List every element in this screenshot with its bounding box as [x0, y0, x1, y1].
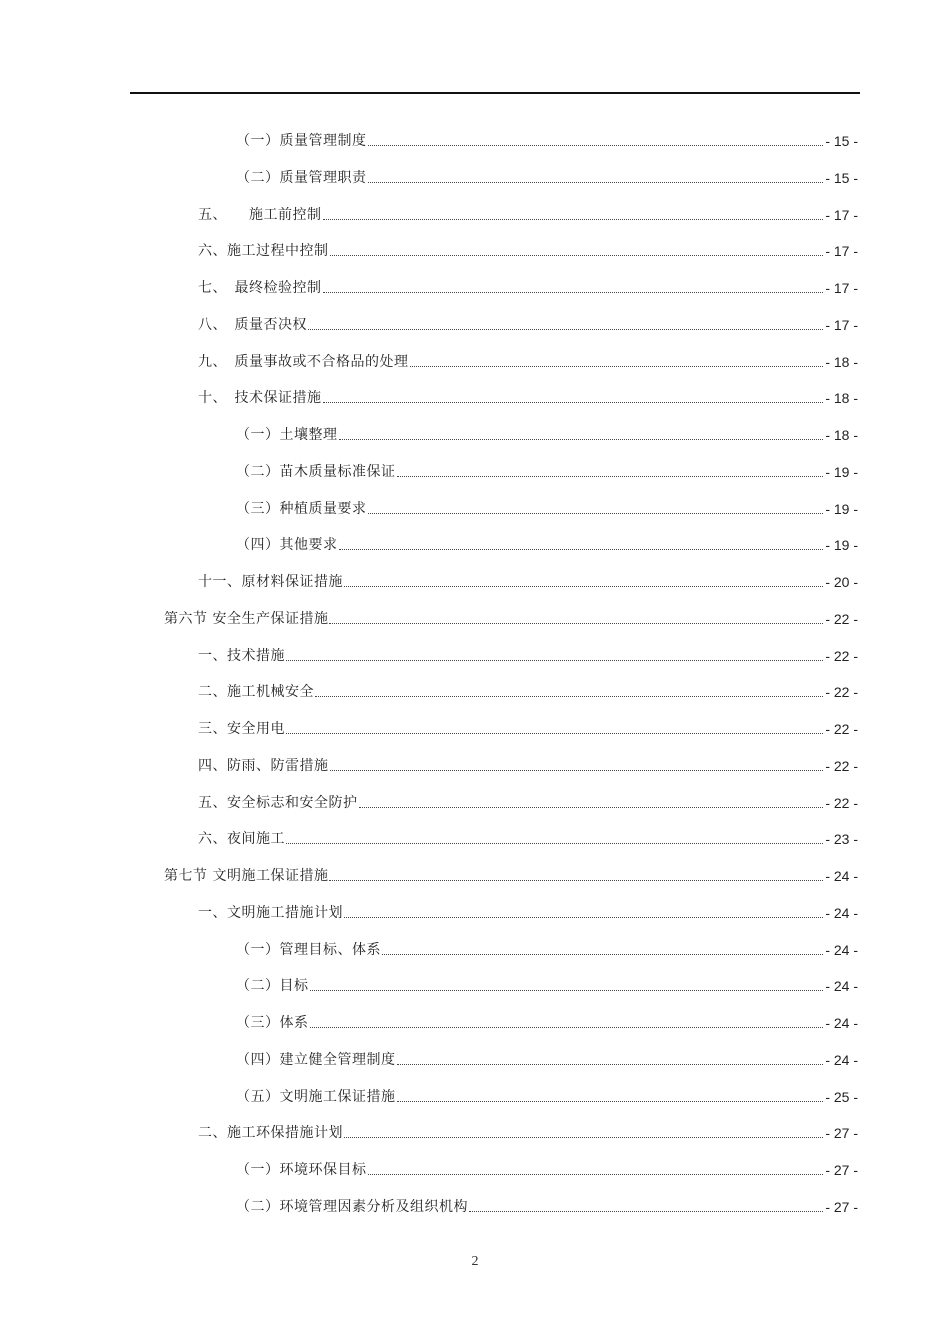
toc-dot-leader [308, 329, 823, 330]
toc-entry-page: - 24 - [825, 942, 858, 958]
toc-entry-title: （一）管理目标、体系 [236, 942, 381, 958]
toc-dot-leader [286, 660, 823, 661]
toc-entry-page: - 20 - [825, 574, 858, 590]
toc-dot-leader [323, 402, 824, 403]
toc-entry-title: 二、施工机械安全 [198, 684, 314, 700]
toc-entry-title: 五、 施工前控制 [198, 207, 322, 223]
toc-entry-page: - 24 - [825, 905, 858, 921]
toc-entry-page: - 17 - [825, 317, 858, 333]
toc-entry-page: - 22 - [825, 684, 858, 700]
toc-entry-title: 一、技术措施 [198, 648, 285, 664]
toc-entry[interactable] [236, 1010, 858, 1032]
toc-entry-page: - 22 - [825, 611, 858, 627]
toc-entry-page: - 17 - [825, 280, 858, 296]
toc-dot-leader [382, 954, 823, 955]
toc-entry-title: （三）种植质量要求 [236, 501, 367, 517]
toc-dot-leader [368, 182, 824, 183]
toc-dot-leader [329, 880, 823, 881]
toc-entry-title: 二、施工环保措施计划 [198, 1125, 343, 1141]
toc-dot-leader [339, 439, 824, 440]
toc-entry-title: 五、安全标志和安全防护 [198, 795, 358, 811]
toc-dot-leader [310, 1027, 824, 1028]
toc-entry-title: 第六节 安全生产保证措施 [164, 611, 329, 627]
toc-entry[interactable] [198, 275, 858, 297]
toc-dot-leader [397, 476, 824, 477]
toc-entry-title: （一）环境环保目标 [236, 1162, 367, 1178]
toc-entry-title: （五）文明施工保证措施 [236, 1089, 396, 1105]
toc-dot-leader [323, 292, 824, 293]
toc-dot-leader [286, 843, 823, 844]
toc-entry[interactable] [198, 753, 858, 775]
toc-entry-title: 十、 技术保证措施 [198, 390, 322, 406]
toc-dot-leader [397, 1101, 824, 1102]
toc-entry-title: （一）质量管理制度 [236, 133, 367, 149]
toc-entry[interactable] [198, 1120, 858, 1142]
toc-entry-title: 四、防雨、防雷措施 [198, 758, 329, 774]
toc-entry[interactable] [236, 459, 858, 481]
toc-dot-leader [339, 549, 824, 550]
toc-entry[interactable] [164, 606, 858, 628]
toc-entry-page: - 17 - [825, 243, 858, 259]
toc-entry[interactable] [198, 790, 858, 812]
toc-entry-title: （二）目标 [236, 978, 309, 994]
toc-entry-title: 七、 最终检验控制 [198, 280, 322, 296]
toc-entry-page: - 15 - [825, 133, 858, 149]
toc-dot-leader [397, 1064, 824, 1065]
toc-entry-page: - 24 - [825, 1052, 858, 1068]
toc-entry-page: - 19 - [825, 537, 858, 553]
toc-entry-title: 十一、原材料保证措施 [198, 574, 343, 590]
toc-entry-title: 八、 质量否决权 [198, 317, 307, 333]
toc-entry-page: - 18 - [825, 427, 858, 443]
toc-dot-leader [344, 586, 823, 587]
toc-entry[interactable] [236, 128, 858, 150]
toc-entry-page: - 24 - [825, 1015, 858, 1031]
toc-entry-page: - 25 - [825, 1089, 858, 1105]
toc-entry-page: - 22 - [825, 758, 858, 774]
toc-entry-title: （四）其他要求 [236, 537, 338, 553]
toc-dot-leader [410, 366, 824, 367]
toc-entry-title: （一）土壤整理 [236, 427, 338, 443]
toc-dot-leader [368, 513, 824, 514]
toc-entry-title: 九、 质量事故或不合格品的处理 [198, 354, 409, 370]
toc-entry-title: （三）体系 [236, 1015, 309, 1031]
page-number: 2 [471, 1254, 479, 1269]
toc-entry[interactable] [198, 385, 858, 407]
toc-entry-page: - 19 - [825, 464, 858, 480]
toc-dot-leader [368, 145, 824, 146]
toc-dot-leader [344, 1137, 823, 1138]
toc-entry-title: 六、施工过程中控制 [198, 243, 329, 259]
toc-entry[interactable] [198, 238, 858, 260]
toc-entry[interactable] [236, 973, 858, 995]
toc-entry[interactable] [236, 937, 858, 959]
toc-entry-title: （二）苗木质量标准保证 [236, 464, 396, 480]
toc-dot-leader [368, 1174, 824, 1175]
toc-dot-leader [344, 917, 823, 918]
toc-entry-page: - 18 - [825, 390, 858, 406]
toc-entry-page: - 17 - [825, 207, 858, 223]
toc-dot-leader [310, 990, 824, 991]
toc-entry[interactable] [236, 422, 858, 444]
toc-dot-leader [359, 807, 824, 808]
toc-entry[interactable] [236, 1084, 858, 1106]
toc-entry-page: - 27 - [825, 1125, 858, 1141]
toc-entry-title: （二）质量管理职责 [236, 170, 367, 186]
toc-dot-leader [329, 623, 823, 624]
toc-entry-page: - 15 - [825, 170, 858, 186]
toc-entry[interactable] [198, 716, 858, 738]
toc-entry[interactable] [198, 826, 858, 848]
toc-entry-page: - 27 - [825, 1162, 858, 1178]
toc-dot-leader [330, 255, 824, 256]
toc-entry[interactable] [236, 1047, 858, 1069]
toc-entry[interactable] [236, 1194, 858, 1216]
toc-entry-title: 三、安全用电 [198, 721, 285, 737]
toc-dot-leader [315, 696, 823, 697]
toc-entry-title: 六、夜间施工 [198, 831, 285, 847]
toc-entry-page: - 18 - [825, 354, 858, 370]
toc-entry[interactable] [164, 863, 858, 885]
toc-entry[interactable] [236, 496, 858, 518]
toc-entry[interactable] [236, 532, 858, 554]
toc-entry[interactable] [198, 312, 858, 334]
toc-entry-title: （二）环境管理因素分析及组织机构 [236, 1199, 468, 1215]
toc-entry-page: - 22 - [825, 648, 858, 664]
toc-entry-page: - 19 - [825, 501, 858, 517]
toc-entry-page: - 24 - [825, 868, 858, 884]
toc-entry[interactable] [198, 349, 858, 371]
toc-entry-page: - 24 - [825, 978, 858, 994]
toc-entry-title: 第七节 文明施工保证措施 [164, 868, 329, 884]
toc-dot-leader [330, 770, 824, 771]
toc-dot-leader [286, 733, 823, 734]
toc-dot-leader [469, 1211, 823, 1212]
toc-entry[interactable] [198, 679, 858, 701]
toc-entry-page: - 23 - [825, 831, 858, 847]
toc-dot-leader [323, 219, 824, 220]
toc-entry[interactable] [198, 643, 858, 665]
toc-entry[interactable] [198, 202, 858, 224]
toc-entry[interactable] [236, 1157, 858, 1179]
toc-entry-title: （四）建立健全管理制度 [236, 1052, 396, 1068]
toc-entry[interactable] [198, 569, 858, 591]
toc-entry-page: - 22 - [825, 721, 858, 737]
toc-entry[interactable] [236, 165, 858, 187]
toc-entry-page: - 27 - [825, 1199, 858, 1215]
toc-entry[interactable] [198, 900, 858, 922]
toc-entry-title: 一、文明施工措施计划 [198, 905, 343, 921]
toc-entry-page: - 22 - [825, 795, 858, 811]
